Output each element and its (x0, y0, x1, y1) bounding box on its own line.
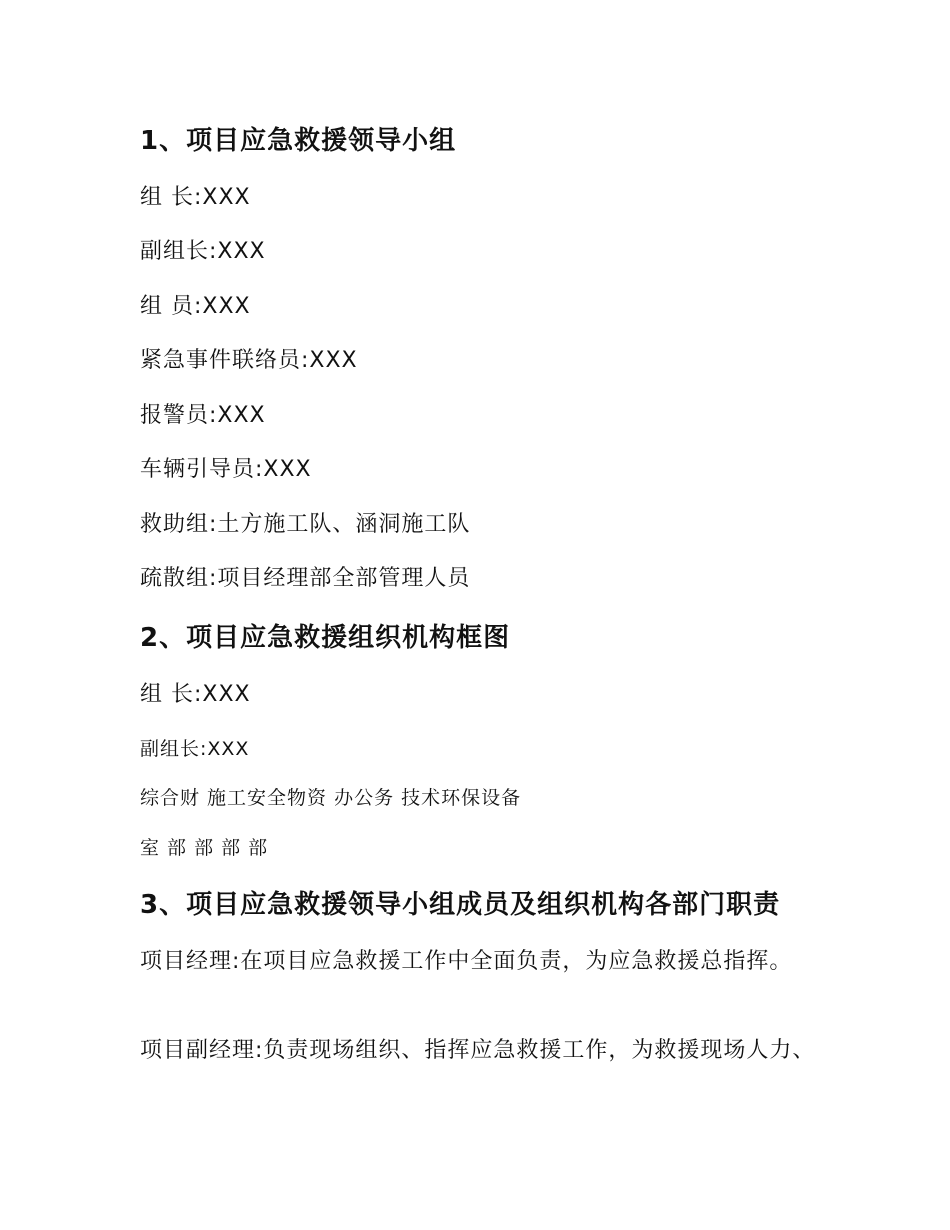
org-chart-departments-row-1: 综合财 施工安全物资 办公务 技术环保设备 (140, 787, 522, 809)
emergency-liaison-line: 紧急事件联络员:XXX (140, 348, 358, 373)
section-2-heading: 2、项目应急救援组织机构框图 (140, 623, 511, 653)
project-manager-duty: 项目经理:在项目应急救援工作中全面负责，为应急救援总指挥。 (140, 949, 793, 974)
alarm-officer-line: 报警员:XXX (140, 403, 266, 428)
org-chart-departments-row-2: 室 部 部 部 部 (140, 837, 269, 859)
vehicle-guide-line: 车辆引导员:XXX (140, 457, 312, 482)
deputy-leader-line: 副组长:XXX (140, 239, 266, 264)
section-1-heading: 1、项目应急救援领导小组 (140, 126, 457, 156)
team-leader-line: 组 长:XXX (140, 185, 251, 210)
rescue-team-line: 救助组:土方施工队、涵洞施工队 (140, 512, 471, 537)
evacuation-team-line: 疏散组:项目经理部全部管理人员 (140, 566, 471, 591)
team-member-line: 组 员:XXX (140, 294, 251, 319)
org-chart-deputy: 副组长:XXX (140, 738, 250, 760)
org-chart-leader: 组 长:XXX (140, 682, 251, 707)
section-3-heading: 3、项目应急救援领导小组成员及组织机构各部门职责 (140, 890, 781, 920)
deputy-manager-duty: 项目副经理:负责现场组织、指挥应急救援工作，为救援现场人力、 (140, 1038, 816, 1063)
